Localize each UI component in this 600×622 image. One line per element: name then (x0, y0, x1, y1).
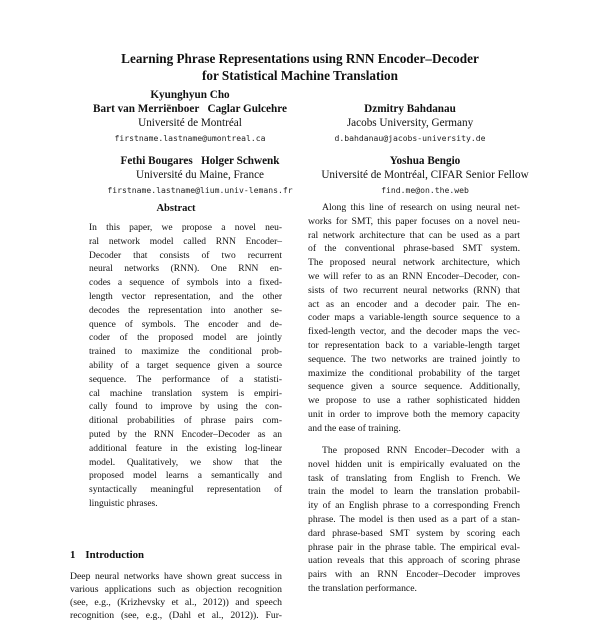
body-line: act as an encoder and a decoder pair. The en- (308, 298, 520, 310)
section-heading (70, 549, 144, 561)
body-line: and the ease of training. (308, 422, 401, 434)
author-name: Dzmitry Bahdanau (364, 103, 456, 115)
author-name: Fethi Bougares Holger Schwenk (120, 155, 280, 167)
paper-title (0, 50, 600, 84)
author-affiliation: Université du Maine, France (136, 169, 264, 181)
body-line: of the conventional phrase-based SMT system. (308, 243, 520, 255)
body-line: ral network architecture that can be used as a part (308, 229, 520, 241)
body-line: train the model to learn the translation probabil- (308, 486, 520, 498)
abstract-line: cal machine translation system is empiri- (89, 388, 282, 399)
abstract-heading: Abstract (156, 203, 196, 214)
author-block-2 (300, 102, 520, 146)
intro-body (70, 570, 282, 622)
body-line: dard phrase-based SMT system by scoring each (308, 527, 520, 539)
abstract-line: puted by the RNN Encoder–Decoder as an (89, 429, 282, 440)
body-line: recognition (see, e.g., (Dahl et al., 2012)). Fur- (70, 610, 282, 621)
body-line: works for SMT, this paper focuses on a novel neu- (308, 215, 520, 227)
author-email: firstname.lastname@umontreal.ca (114, 133, 266, 143)
author-name: Yoshua Bengio (389, 155, 461, 167)
abstract-line: decodes the representation into another se- (89, 305, 282, 316)
abstract-line: sequence. The performance of a statisti- (89, 374, 282, 385)
abstract-line: ral network model called RNN Encoder– (89, 236, 282, 247)
body-line: phrase pair in the phrase table. The empirical eval- (308, 541, 520, 553)
body-line: sequence. The two networks are trained jointly to (308, 353, 520, 365)
body-line: uation reveals that this approach of scoring phrase (308, 555, 520, 567)
body-line: fixed-length vector, and the decoder maps the vec- (308, 326, 520, 338)
body-line: The proposed neural network architecture, which (308, 257, 520, 269)
body-line: Along this line of research on using neural net- (322, 202, 520, 213)
abstract-body (89, 222, 282, 512)
abstract-line: codes a sequence of symbols into a fixed- (89, 278, 282, 289)
body-line: pairs with an RNN Encoder–Decoder improves (308, 569, 520, 581)
body-line: sequence given a source sequence. Additionally, (308, 381, 520, 393)
abstract-line: cally found to improve by using the con- (89, 402, 282, 413)
abstract-line: linguistic phrases. (89, 498, 158, 509)
author-email: find.me@on.the.web (381, 185, 469, 195)
right-column-para-1 (308, 201, 520, 436)
author-affiliation: Université de Montréal, CIFAR Senior Fellow (321, 169, 529, 181)
author-affiliation: Université de Montréal (138, 117, 242, 129)
author-block-3 (80, 154, 320, 198)
body-line: tor representation back to a variable-length target (308, 339, 520, 351)
abstract-line: quence of symbols. The encoder and de- (89, 319, 282, 330)
abstract-line: ability of a target sequence given a source (89, 360, 282, 371)
author-name: Bart van Merriënboer Caglar Gulcehre (93, 103, 287, 115)
body-line: unit in order to improve both the memory capacity (308, 408, 520, 420)
author-email: firstname.lastname@lium.univ-lemans.fr (107, 185, 293, 195)
abstract-line: Decoder that consists of two recurrent (89, 250, 282, 261)
author-affiliation: Jacobs University, Germany (346, 117, 474, 129)
body-line: coder maps a variable-length source sequence to a (308, 312, 520, 324)
author-block-4 (300, 154, 550, 198)
abstract-line: length vector representation, and the other (89, 291, 282, 302)
body-line: various applications such as objection recognition (70, 584, 282, 595)
body-line: phrase. The model is then used as a part of a stan- (308, 513, 520, 525)
abstract-line: additional feature in the existing log-linear (89, 443, 282, 454)
body-line: The proposed RNN Encoder–Decoder with a (322, 445, 520, 456)
body-line: Deep neural networks have shown great success in (70, 571, 282, 582)
section-number: 1 (70, 549, 76, 561)
section-title: Introduction (85, 549, 145, 561)
title-line-2: for Statistical Machine Translation (202, 68, 398, 83)
abstract-line: proposed model learns a semantically and (89, 471, 282, 482)
body-line: ity of an English phrase to a corresponding French (308, 500, 520, 512)
abstract-line: In this paper, we propose a novel neu- (89, 223, 282, 233)
body-line: task of translating from English to French. We (308, 472, 520, 484)
author-block-1 (60, 88, 320, 146)
abstract-line: trained to maximize the conditional prob- (89, 347, 282, 358)
author-name: Kyunghyun Cho (150, 89, 230, 101)
body-line: the translation performance. (308, 582, 417, 594)
author-email: d.bahdanau@jacobs-university.de (334, 133, 486, 143)
body-line: we will refer to as an RNN Encoder–Decoder, con- (308, 270, 520, 282)
body-line: sists of two recurrent neural networks (RNN) that (308, 284, 520, 296)
abstract-line: ditional probabilities of phrase pairs com- (89, 416, 282, 427)
body-line: novel hidden unit is empirically evaluated on the (308, 458, 520, 470)
abstract-line: model. Qualitatively, we show that the (89, 457, 282, 468)
abstract-line: coder of the proposed model are jointly (89, 333, 282, 344)
title-line-1: Learning Phrase Representations using RNN Encoder–Decoder (121, 51, 479, 66)
body-line: (see, e.g., (Krizhevsky et al., 2012)) and speech (70, 597, 282, 608)
body-line: maximize the conditional probability of the target (308, 367, 520, 379)
abstract-line: syntactically meaningful representation of (89, 485, 282, 496)
right-column-para-2 (308, 444, 520, 596)
body-line: we propose to use a rather sophisticated hidden (308, 395, 520, 407)
abstract-line: neural networks (RNN). One RNN en- (89, 264, 282, 275)
